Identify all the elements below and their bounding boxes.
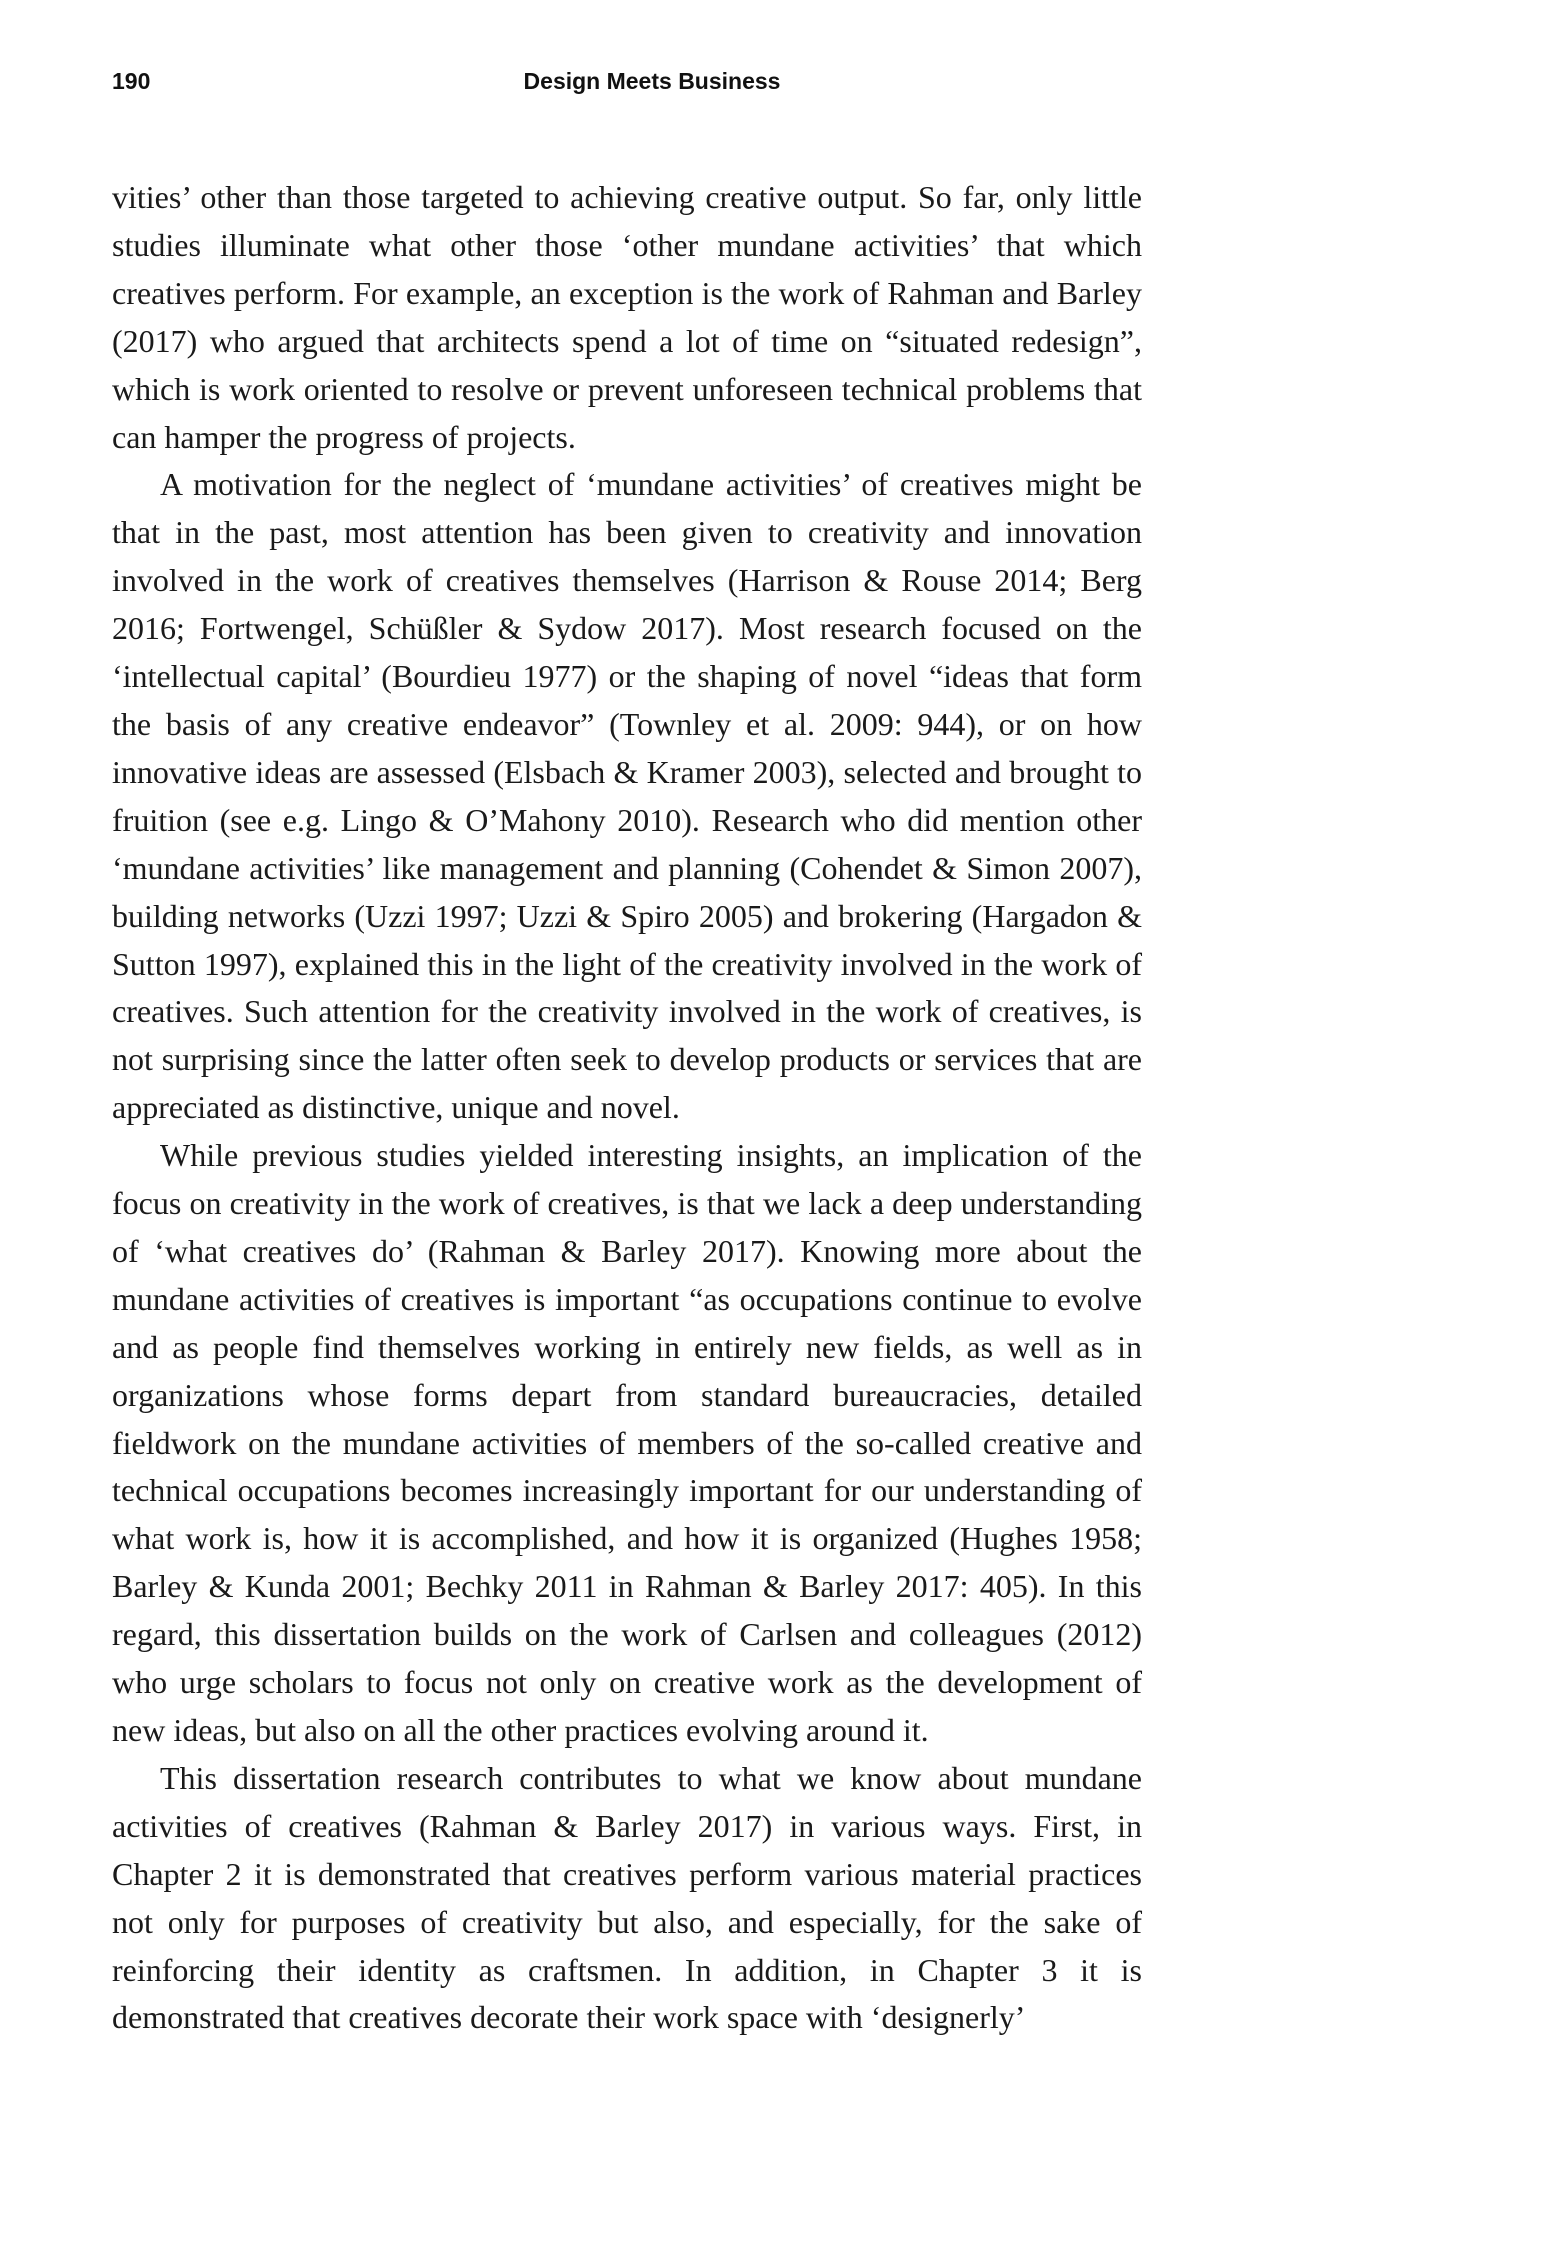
paragraph: This dissertation research contributes to what we know about mundane activities of creatives (Rahman & Barley 2017) in various ways. First, in Chapter 2 it is demonstrated that creatives perform various material practices not only for purposes of creativity but also, and especially, for the sake of reinforcing their identity as craftsmen. In addition, in Chapter 3 it is demonstrated that creatives decorate their work space with ‘designerly’ [112, 1759, 1142, 2036]
running-head [112, 68, 1142, 104]
paragraph-continued: vities’ other than those targeted to achieving creative output. So far, only little studies illuminate what other those ‘other mundane activities’ that which creatives perform. For example, an exception is the work of Rahman and Barley (2017) who argued that architects spend a lot of time on “situated redesign”, which is work oriented to resolve or prevent unforeseen technical problems that can hamper the progress of projects. [112, 179, 1142, 455]
paragraph: A motivation for the neglect of ‘mundane activities’ of creatives might be that in the past, most attention has been given to creativity and innovation involved in the work of creatives themselves (Harrison & Rouse 2014; Berg 2016; Fortwengel, Schüßler & Sydow 2017). Most research focused on the ‘intellectual capital’ (Bourdieu 1977) or the shaping of novel “ideas that form the basis of any creative endeavor” (Townley et al. 2009: 944), or on how innovative ideas are assessed (Elsbach & Kramer 2003), selected and brought to fruition (see e.g. Lingo & O’Mahony 2010). Research who did mention other ‘mundane activities’ like management and planning (Cohendet & Simon 2007), building networks (Uzzi 1997; Uzzi & Spiro 2005) and brokering (Hargadon & Sutton 1997), explained this in the light of the creativity involved in the work of creatives. Such attention for the creativity involved in the work of creatives, is not surprising since the latter often seek to develop products or services that are appreciated as distinctive, unique and novel. [112, 466, 1142, 1126]
page-number: 190 [112, 68, 151, 94]
book-title: Design Meets Business [523, 68, 781, 94]
paragraph: While previous studies yielded interesting insights, an implication of the focus on creativity in the work of creatives, is that we lack a deep understanding of ‘what creatives do’ (Rahman & Barley 2017). Knowing more about the mundane activities of creatives is important “as occupations continue to evolve and as people find themselves working in entirely new fields, as well as in organizations whose forms depart from standard bureaucracies, detailed fieldwork on the mundane activities of members of the so-called creative and technical occupations becomes increasingly important for our understanding of what work is, how it is accomplished, and how it is organized (Hughes 1958; Barley & Kunda 2001; Bechky 2011 in Rahman & Barley 2017: 405). In this regard, this dissertation builds on the work of Carlsen and colleagues (2012) who urge scholars to focus not only on creative work as the development of new ideas, but also on all the other practices evolving around it. [112, 1137, 1142, 1748]
body-text [112, 174, 1142, 2042]
